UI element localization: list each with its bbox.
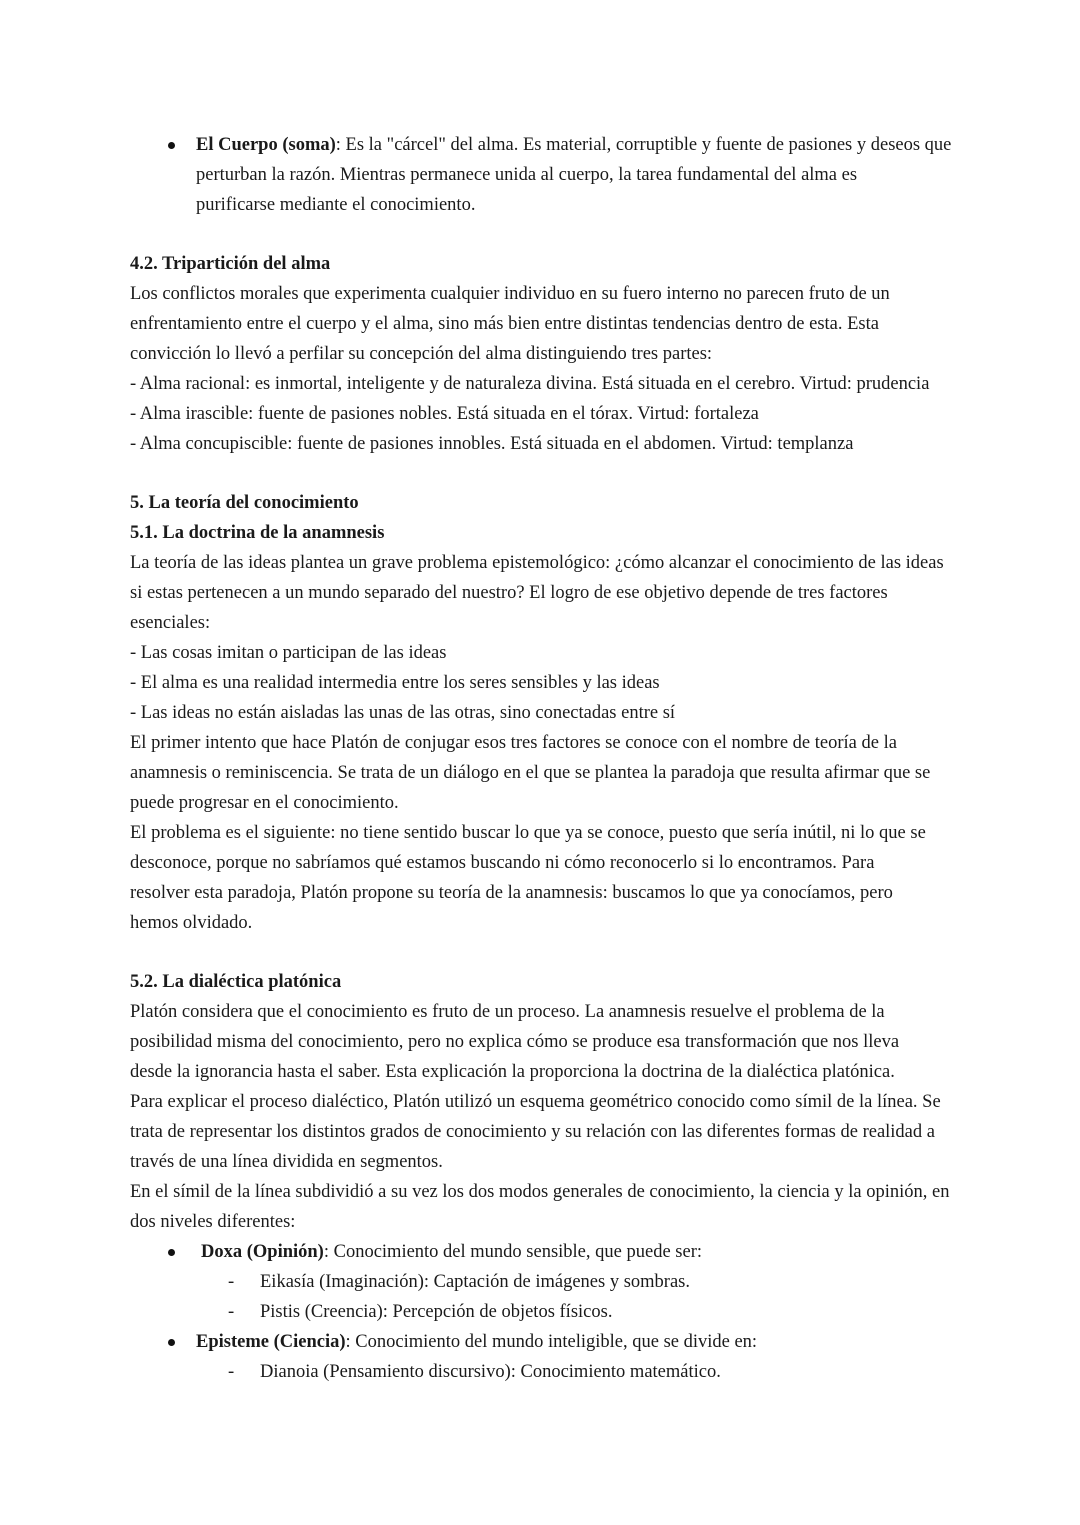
doxa-bullet: Doxa (Opinión): Conocimiento del mundo sensible, que puede ser: [130,1237,960,1267]
section-5-2: 5.2. La dialéctica platónica Platón considera que el conocimiento es fruto de un proceso. La anamnesis resuelve el problema de la posibilidad misma del conocimiento, pero no explica cómo se produce esa transformación que nos lleva desde la ignorancia hasta el saber. Esta explicación la proporciona la doctrina de la dialéctica platónica. Para explicar el proceso dialéctico, Platón utilizó un esquema geométrico conocido como símil de la línea. Se trata de representar los distintos grados de conocimiento y su relación con las diferentes formas de realidad a través de una línea dividida en segmentos. En el símil de la línea subdividió a su vez los dos modos generales de conocimiento, la ciencia y la opinión, en dos niveles diferentes: Doxa (Opinión): Conocimiento del mundo sensible, que puede ser: - Eikasía (Imaginación): Captación de imágenes y sombras. - Pistis (Creencia): Percepción de objetos físicos. Episteme (Ciencia): Conocimiento del mundo inteligible, que se divide en: - Dianoia (Pensamiento discursivo): Conocimiento matemático. [130,967,960,1387]
soul-part: - Alma irascible: fuente de pasiones nobles. Está situada en el tórax. Virtud: fortaleza [130,404,759,424]
dash-marker: - [228,1302,235,1322]
episteme-label: Episteme (Ciencia) [196,1332,346,1352]
sub-item: - Eikasía (Imaginación): Captación de imágenes y sombras. [130,1267,960,1297]
bullet-icon [168,1339,175,1346]
section-heading: 4.2. Tripartición del alma [130,254,331,274]
subsection-heading: 5.1. La doctrina de la anamnesis [130,523,385,543]
section-5: 5. La teoría del conocimiento 5.1. La doctrina de la anamnesis La teoría de las ideas plantea un grave problema epistemológico: ¿cómo alcanzar el conocimiento de las ideas si estas pertenecen a un mundo separado del nuestro? El logro de ese objetivo depende de tres factores esenciales: - Las cosas imitan o participan de las ideas - El alma es una realidad intermedia entre los seres sensibles y las ideas - Las ideas no están aisladas las unas de las otras, sino conectadas entre sí El primer intento que hace Platón de conjugar esos tres factores se conoce con el nombre de teoría de la anamnesis o reminiscencia. Se trata de un diálogo en el que se plantea la paradoja que resulta afirmar que se puede progresar en el conocimiento. El problema es el siguiente: no tiene sentido buscar lo que ya se conoce, puesto que sería inútil, ni lo que se desconoce, porque no sabríamos qué estamos buscando ni cómo reconocerlo si lo encontramos. Para resolver esta paradoja, Platón propone su teoría de la anamnesis: buscamos lo que ya conocíamos, pero hemos olvidado. [130,488,960,938]
cuerpo-label: El Cuerpo (soma) [196,135,336,155]
factor-item: - El alma es una realidad intermedia entre los seres sensibles y las ideas [130,673,660,693]
sub-item: - Pistis (Creencia): Percepción de objetos físicos. [130,1297,960,1327]
cuerpo-bullet: El Cuerpo (soma): Es la "cárcel" del alma. Es material, corruptible y fuente de pasiones y deseos que perturban la razón. Mientras permanece unida al cuerpo, la tarea fundamental del alma es purificarse mediante el conocimiento. [130,130,960,220]
dash-marker: - [228,1362,235,1382]
factor-item: - Las cosas imitan o participan de las ideas [130,643,447,663]
episteme-bullet: Episteme (Ciencia): Conocimiento del mundo inteligible, que se divide en: [130,1327,960,1357]
bullet-icon [168,1249,175,1256]
section-4-2: 4.2. Tripartición del alma Los conflictos morales que experimenta cualquier individuo en su fuero interno no parecen fruto de un enfrentamiento entre el cuerpo y el alma, sino más bien entre distintas tendencias dentro de esta. Esta convicción lo llevó a perfilar su concepción del alma distinguiendo tres partes: - Alma racional: es inmortal, inteligente y de naturaleza divina. Está situada en el cerebro. Virtud: prudencia - Alma irascible: fuente de pasiones nobles. Está situada en el tórax. Virtud: fortaleza - Alma concupiscible: fuente de pasiones innobles. Está situada en el abdomen. Virtud: templanza [130,249,960,459]
bullet-icon [168,142,175,149]
subsection-heading: 5.2. La dialéctica platónica [130,972,342,992]
soul-part: - Alma concupiscible: fuente de pasiones innobles. Está situada en el abdomen. Virtud: templanza [130,434,854,454]
sub-item: - Dianoia (Pensamiento discursivo): Conocimiento matemático. [130,1357,960,1387]
factor-item: - Las ideas no están aisladas las unas de las otras, sino conectadas entre sí [130,703,676,723]
soul-part: - Alma racional: es inmortal, inteligente y de naturaleza divina. Está situada en el cerebro. Virtud: prudencia [130,374,930,394]
dash-marker: - [228,1272,235,1292]
section-heading: 5. La teoría del conocimiento [130,493,359,513]
doxa-label: Doxa (Opinión) [201,1242,324,1262]
